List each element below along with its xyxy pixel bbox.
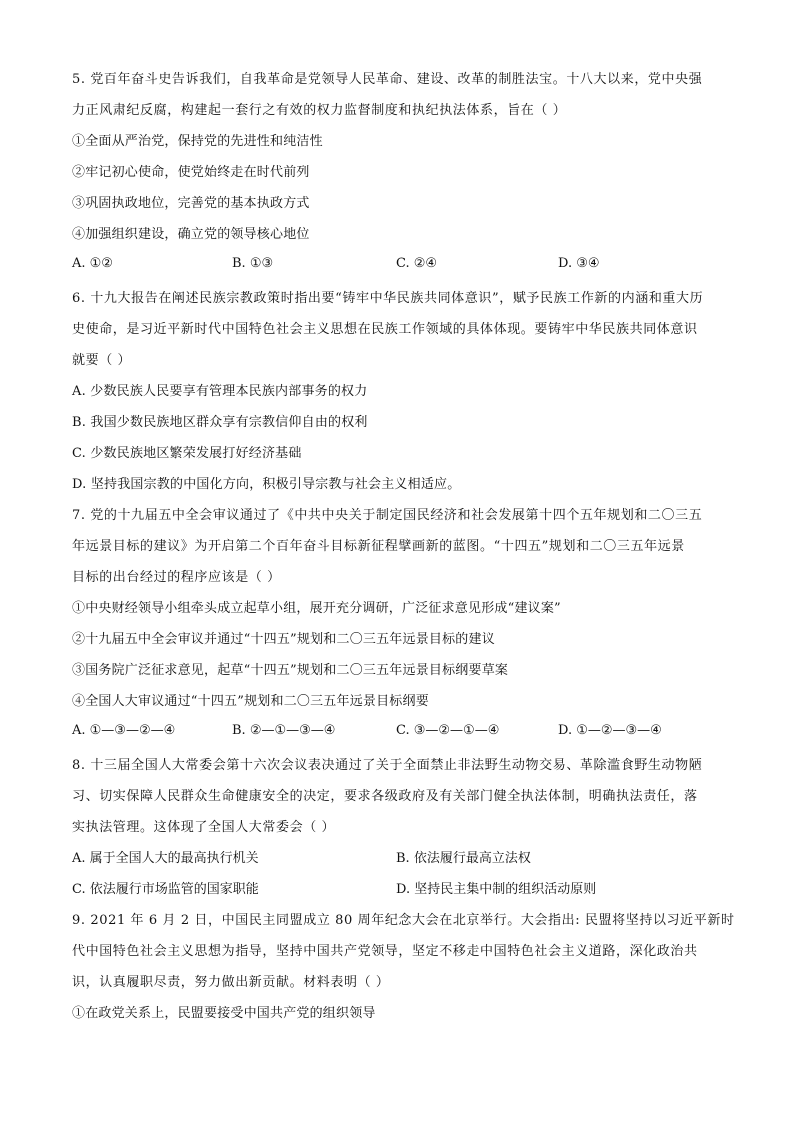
q5-choice-d[interactable]: D. ③④ xyxy=(558,256,600,271)
q7-choice-b[interactable]: B. ②—①—③—④ xyxy=(232,723,336,738)
q5-choice-b[interactable]: B. ①③ xyxy=(232,256,274,271)
q8-choices-row-2 xyxy=(72,878,732,898)
q6-choice-c[interactable]: C. 少数民族地区繁荣发展打好经济基础 xyxy=(72,446,302,461)
q9-stem-line-2: 代中国特色社会主义思想为指导，坚持中国共产党领导，坚定不移走中国特色社会主义道路，深化政治共 xyxy=(72,944,698,959)
q9-stem-line-1: 9. 2021 年 6 月 2 日，中国民主同盟成立 80 周年纪念大会在北京举行。大会指出: 民盟将坚持以习近平新时 xyxy=(72,913,735,928)
q7-choice-c[interactable]: C. ③—②—①—④ xyxy=(396,723,500,738)
q5-choice-c[interactable]: C. ②④ xyxy=(396,256,438,271)
q5-stem-line-2: 力正风肃纪反腐，构建起一套行之有效的权力监督制度和执纪执法体系，旨在（ ） xyxy=(72,103,567,118)
q6-choice-b[interactable]: B. 我国少数民族地区群众享有宗教信仰自由的权利 xyxy=(72,415,368,430)
q7-item-1: ①中央财经领导小组牵头成立起草小组，展开充分调研，广泛征求意见形成“建议案” xyxy=(72,601,561,616)
q6-choice-d[interactable]: D. 坚持我国宗教的中国化方向，积极引导宗教与社会主义相适应。 xyxy=(72,477,461,492)
q6-stem-line-2: 史使命，是习近平新时代中国特色社会主义思想在民族工作领域的具体体现。要铸牢中华民族共同体意识 xyxy=(72,322,698,337)
q7-stem-line-1: 7. 党的十九届五中全会审议通过了《中共中央关于制定国民经济和社会发展第十四个五年规划和二〇三五 xyxy=(72,508,703,523)
q7-choices xyxy=(72,723,732,743)
q9-stem-line-3: 识，认真履职尽责，努力做出新贡献。材料表明（ ） xyxy=(72,975,390,990)
q8-choice-a[interactable]: A. 属于全国人大的最高执行机关 xyxy=(72,851,259,866)
q9-item-1: ①在政党关系上，民盟要接受中国共产党的组织领导 xyxy=(72,1006,376,1021)
q7-item-4: ④全国人大审议通过“十四五”规划和二〇三五年远景目标纲要 xyxy=(72,694,429,709)
q8-choice-c[interactable]: C. 依法履行市场监管的国家职能 xyxy=(72,882,259,897)
q7-stem-line-3: 目标的出台经过的程序应该是（ ） xyxy=(72,570,281,585)
q5-choice-a[interactable]: A. ①② xyxy=(72,256,113,271)
q8-choices-row-1 xyxy=(72,847,732,867)
q5-item-4: ④加强组织建设，确立党的领导核心地位 xyxy=(72,227,310,242)
q8-stem-line-1: 8. 十三届全国人大常委会第十六次会议表决通过了关于全面禁止非法野生动物交易、革除滥食野生动物陋 xyxy=(72,758,703,773)
q8-stem-line-3: 实执法管理。这体现了全国人大常委会（ ） xyxy=(72,820,336,835)
q5-item-1: ①全面从严治党，保持党的先进性和纯洁性 xyxy=(72,134,323,149)
q7-choice-a[interactable]: A. ①—③—②—④ xyxy=(72,723,176,738)
q8-choice-b[interactable]: B. 依法履行最高立法权 xyxy=(396,851,531,866)
q5-choices xyxy=(72,256,732,276)
q5-item-2: ②牢记初心使命，使党始终走在时代前列 xyxy=(72,165,310,180)
q6-choice-a[interactable]: A. 少数民族人民要享有管理本民族内部事务的权力 xyxy=(72,384,368,399)
q7-item-2: ②十九届五中全会审议并通过“十四五”规划和二〇三五年远景目标的建议 xyxy=(72,632,495,647)
q8-stem-line-2: 习、切实保障人民群众生命健康安全的决定，要求各级政府及有关部门健全执法体制，明确执法责任，落 xyxy=(72,789,698,804)
q6-stem-line-1: 6. 十九大报告在阐述民族宗教政策时指出要“铸牢中华民族共同体意识”，赋予民族工作新的内涵和重大历 xyxy=(72,291,704,306)
q7-choice-d[interactable]: D. ①—②—③—④ xyxy=(558,723,662,738)
q5-stem-line-1: 5. 党百年奋斗史告诉我们，自我革命是党领导人民革命、建设、改革的制胜法宝。十八大以来，党中央强 xyxy=(72,72,703,87)
q8-choice-d[interactable]: D. 坚持民主集中制的组织活动原则 xyxy=(396,882,597,897)
q7-item-3: ③国务院广泛征求意见，起草“十四五”规划和二〇三五年远景目标纲要草案 xyxy=(72,663,509,678)
q5-item-3: ③巩固执政地位，完善党的基本执政方式 xyxy=(72,196,310,211)
q6-stem-line-3: 就要（ ） xyxy=(72,353,132,368)
q7-stem-line-2: 年远景目标的建议》为开启第二个百年奋斗目标新征程擘画新的蓝图。“十四五”规划和二〇三五年远景 xyxy=(72,539,685,554)
